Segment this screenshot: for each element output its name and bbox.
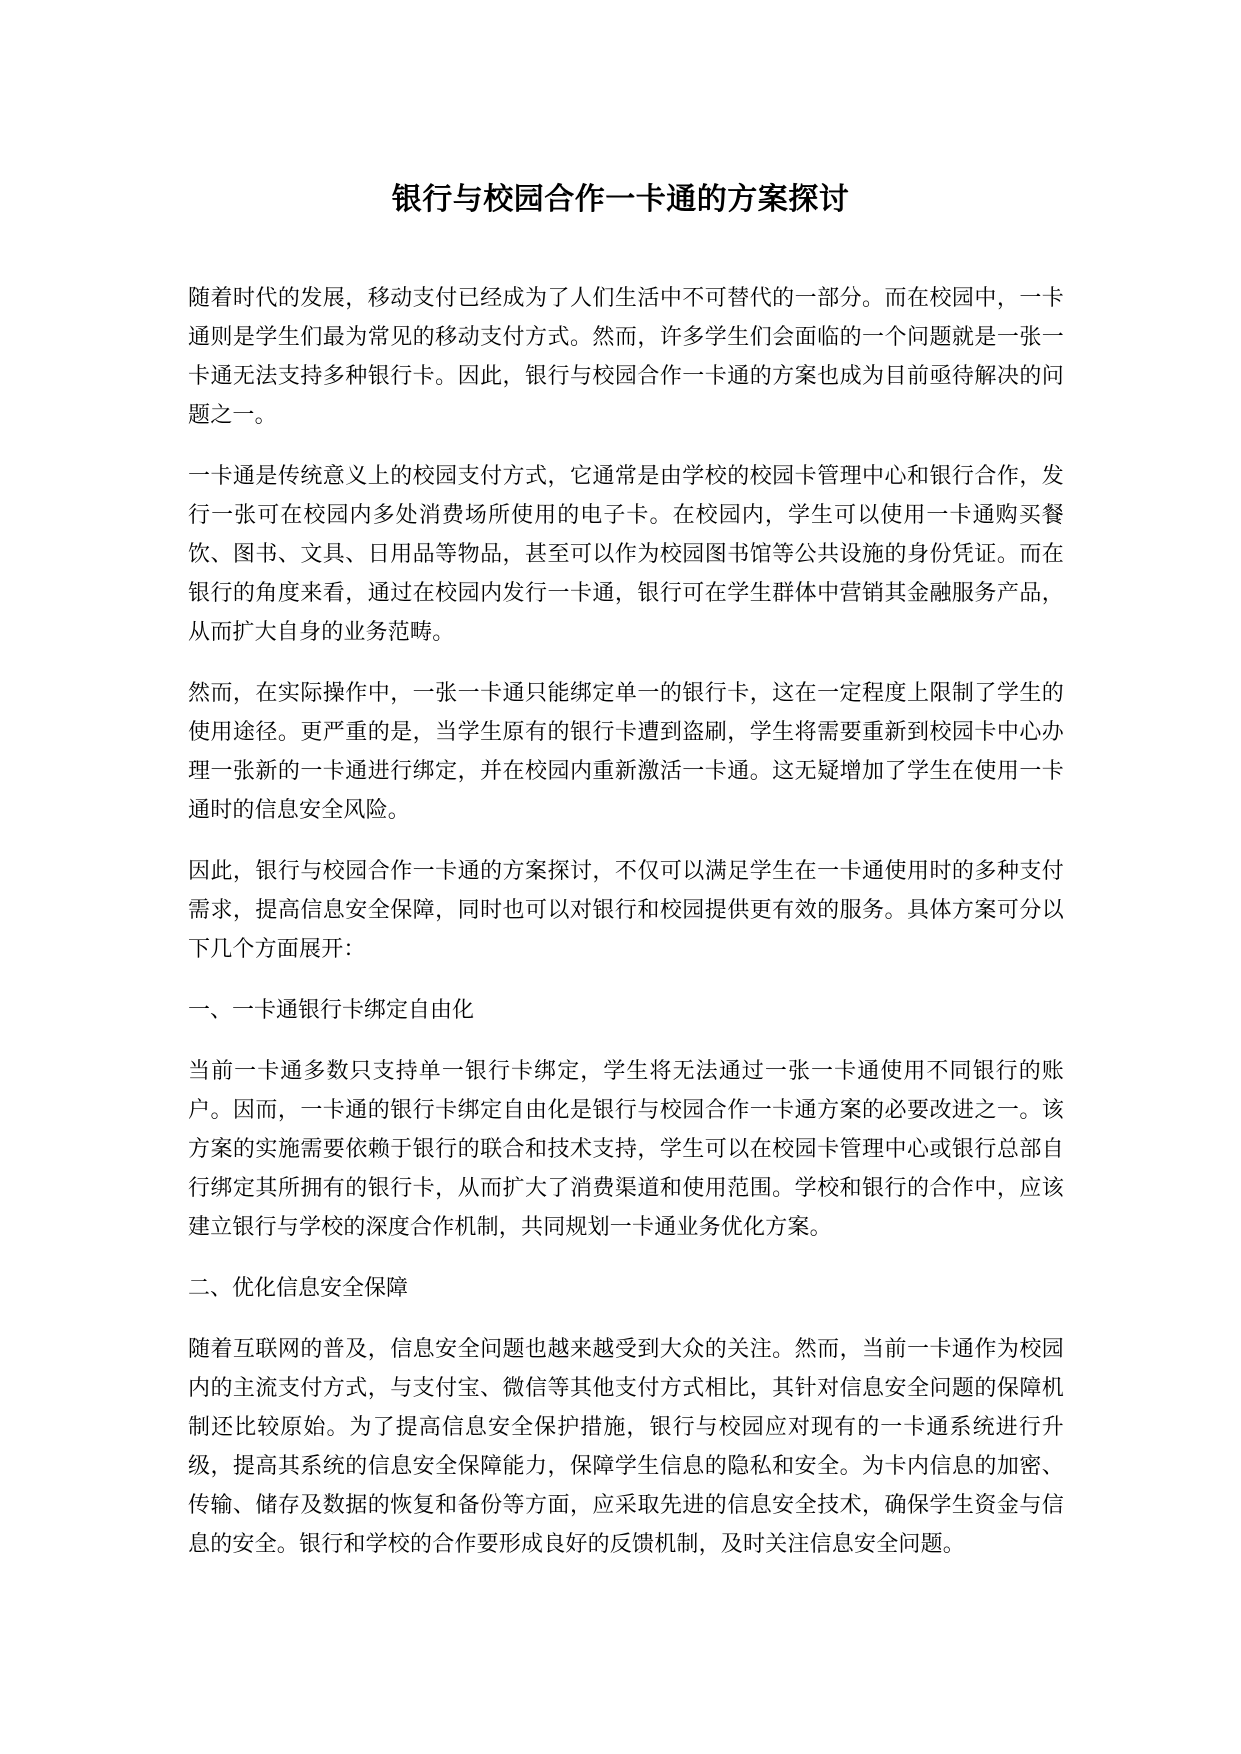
section-heading-1: 一、一卡通银行卡绑定自由化 — [188, 998, 475, 1023]
paragraph-card-definition: 一卡通是传统意义上的校园支付方式，它通常是由学校的校园卡管理中心和银行合作，发行一张可在校园内多处消费场所使用的电子卡。在校园内，学生可以使用一卡通购买餐饮、图书、文具、日用品等物品，甚至可以作为校园图书馆等公共设施的身份凭证。而在银行的角度来看，通过在校园内发行一卡通，银行可在学生群体中营销其金融服务产品，从而扩大自身的业务范畴。 — [188, 464, 1064, 645]
document-title: 银行与校园合作一卡通的方案探讨 — [391, 182, 850, 217]
document-body — [188, 279, 1064, 1586]
section-paragraph-1: 当前一卡通多数只支持单一银行卡绑定，学生将无法通过一张一卡通使用不同银行的账户。因而，一卡通的银行卡绑定自由化是银行与校园合作一卡通方案的必要改进之一。该方案的实施需要依赖于银行的联合和技术支持，学生可以在校园卡管理中心或银行总部自行绑定其所拥有的银行卡，从而扩大了消费渠道和使用范围。学校和银行的合作中，应该建立银行与学校的深度合作机制，共同规划一卡通业务优化方案。 — [188, 1059, 1064, 1240]
paragraph-intro: 随着时代的发展，移动支付已经成为了人们生活中不可替代的一部分。而在校园中，一卡通则是学生们最为常见的移动支付方式。然而，许多学生们会面临的一个问题就是一张一卡通无法支持多种银行卡。因此，银行与校园合作一卡通的方案也成为目前亟待解决的问题之一。 — [188, 286, 1064, 428]
section-paragraph-2: 随着互联网的普及，信息安全问题也越来越受到大众的关注。然而，当前一卡通作为校园内的主流支付方式，与支付宝、微信等其他支付方式相比，其针对信息安全问题的保障机制还比较原始。为了提高信息安全保护措施，银行与校园应对现有的一卡通系统进行升级，提高其系统的信息安全保障能力，保障学生信息的隐私和安全。为卡内信息的加密、传输、储存及数据的恢复和备份等方面，应采取先进的信息安全技术，确保学生资金与信息的安全。银行和学校的合作要形成良好的反馈机制，及时关注信息安全问题。 — [188, 1337, 1064, 1557]
paragraph-problem: 然而，在实际操作中，一张一卡通只能绑定单一的银行卡，这在一定程度上限制了学生的使用途径。更严重的是，当学生原有的银行卡遭到盗刷，学生将需要重新到校园卡中心办理一张新的一卡通进行绑定，并在校园内重新激活一卡通。这无疑增加了学生在使用一卡通时的信息安全风险。 — [188, 681, 1064, 823]
paragraph-proposal: 因此，银行与校园合作一卡通的方案探讨，不仅可以满足学生在一卡通使用时的多种支付需求，提高信息安全保障，同时也可以对银行和校园提供更有效的服务。具体方案可分以下几个方面展开： — [188, 859, 1064, 962]
section-heading-2: 二、优化信息安全保障 — [188, 1276, 409, 1301]
